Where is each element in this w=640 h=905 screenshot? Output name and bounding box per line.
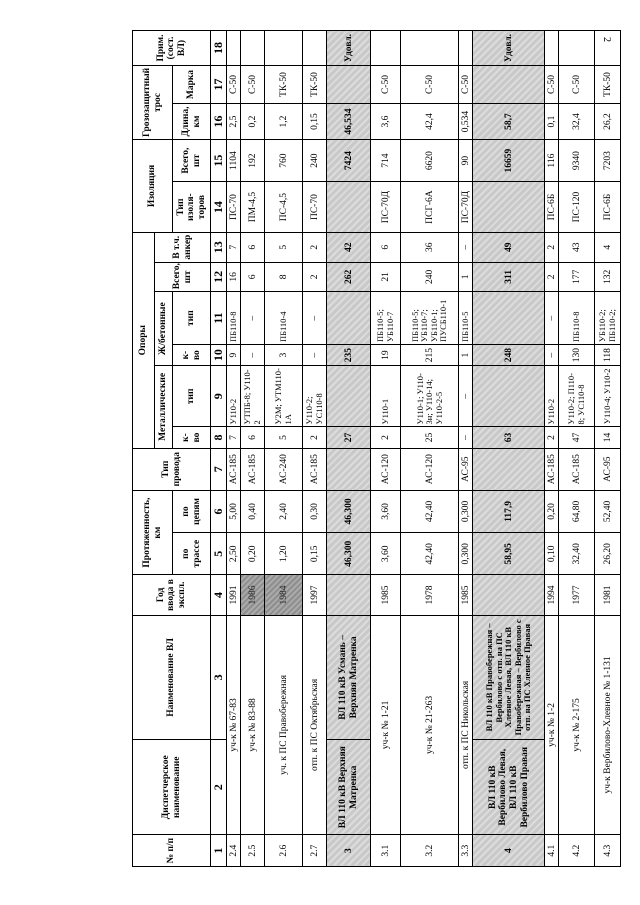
- cell-wire: АС-185: [559, 448, 595, 490]
- cell-route: 42,40: [401, 533, 459, 575]
- cell-gw-length: 0,2: [241, 104, 265, 140]
- cell-metal-qty: 14: [595, 427, 621, 448]
- cell-metal-type: –: [459, 366, 473, 427]
- header-length-route: по трассе: [173, 533, 211, 575]
- cell-total: 177: [559, 262, 595, 292]
- cell-rc-type: [473, 292, 545, 345]
- cell-note: [371, 31, 401, 66]
- cell-ins-total: 714: [371, 139, 401, 181]
- col-number: 8: [211, 427, 227, 448]
- table-row: [265, 31, 303, 867]
- cell-wire: АС-185: [545, 448, 559, 490]
- cell-gw-length: 2,5: [227, 104, 241, 140]
- cell-year: 1986: [241, 575, 265, 615]
- cell-ins-total: 760: [265, 139, 303, 181]
- table-row: [371, 31, 401, 867]
- header-metal-type: тип: [173, 366, 211, 427]
- cell-gw-length: 0,15: [303, 104, 327, 140]
- header-ins-total: Всего, шт: [173, 139, 211, 181]
- cell-rc-type: ПБ110-5: [459, 292, 473, 345]
- cell-disp-name: отп. к ПС Никольская: [459, 615, 473, 835]
- cell-circuits: 42,40: [401, 490, 459, 532]
- header-length: Протяженность, км: [133, 490, 173, 575]
- cell-gw-brand: С-50: [241, 66, 265, 104]
- cell-note: [459, 31, 473, 66]
- cell-metal-type: У2М; УТМ110-1А: [265, 366, 303, 427]
- header-num: № п/п: [133, 835, 211, 867]
- power-lines-table: [132, 30, 621, 867]
- cell-metal-type: У110-2: [227, 366, 241, 427]
- cell-rc-type: УБ110-2; ПБ110-2;: [595, 292, 621, 345]
- cell-anchor: 6: [241, 232, 265, 262]
- cell-ins-type: [473, 182, 545, 233]
- table-row: [559, 31, 595, 867]
- cell-note: [595, 31, 621, 66]
- cell-wire: АС-120: [401, 448, 459, 490]
- cell-total: 16: [227, 262, 241, 292]
- cell-ins-type: ПМ-4,5: [241, 182, 265, 233]
- cell-vl-name: ВЛ 110 кВ Правобережная – Вербилово с отп. на ПС Хлевное Левая, ВЛ 110 кВ Правобережная – Вербилово с отп. на ПС Хлевное Правая: [473, 615, 545, 740]
- cell-wire: АС-95: [595, 448, 621, 490]
- cell-rc-type: [327, 292, 371, 345]
- cell-anchor: 49: [473, 232, 545, 262]
- cell-year: 1991: [227, 575, 241, 615]
- cell-note: [545, 31, 559, 66]
- cell-anchor: 5: [265, 232, 303, 262]
- cell-num: 2.4: [227, 835, 241, 867]
- cell-disp-name: отп. к ПС Октябрьская: [303, 615, 327, 835]
- cell-num: 2.7: [303, 835, 327, 867]
- col-number: 4: [211, 575, 227, 615]
- cell-ins-total: 7424: [327, 139, 371, 181]
- cell-ins-total: 9340: [559, 139, 595, 181]
- cell-disp-name: уч. к ПС Правобережная: [265, 615, 303, 835]
- cell-route: 0,15: [303, 533, 327, 575]
- cell-note: Удовл.: [473, 31, 545, 66]
- cell-year: 1994: [545, 575, 559, 615]
- header-incl-anchor: В т.ч. анкер: [155, 232, 211, 262]
- header-metal: Металлические: [155, 366, 173, 448]
- cell-wire: АС-95: [459, 448, 473, 490]
- header-rc: Ж/бетонные: [155, 292, 173, 366]
- cell-ins-type: ПСГ-6А: [401, 182, 459, 233]
- cell-note: [241, 31, 265, 66]
- cell-rc-type: –: [545, 292, 559, 345]
- header-year: Год ввода в экспл.: [133, 575, 211, 615]
- cell-year: 1985: [371, 575, 401, 615]
- cell-circuits: 5,00: [227, 490, 241, 532]
- cell-num: 2.6: [265, 835, 303, 867]
- cell-gw-brand: С-50: [459, 66, 473, 104]
- col-number: 3: [211, 615, 227, 740]
- cell-gw-length: 3,6: [371, 104, 401, 140]
- col-number: 1: [211, 835, 227, 867]
- table-row: [473, 31, 545, 867]
- cell-rc-type: –: [241, 292, 265, 345]
- cell-ins-total: 7203: [595, 139, 621, 181]
- cell-num: 4.3: [595, 835, 621, 867]
- col-number: 10: [211, 345, 227, 366]
- cell-metal-qty: 5: [265, 427, 303, 448]
- col-number: 17: [211, 66, 227, 104]
- cell-ins-total: 240: [303, 139, 327, 181]
- header-rc-type: тип: [173, 292, 211, 345]
- cell-metal-qty: 6: [241, 427, 265, 448]
- cell-metal-qty: 25: [401, 427, 459, 448]
- header-vl-name: Наименование ВЛ: [133, 615, 211, 740]
- cell-rc-type: ПБ110-4: [265, 292, 303, 345]
- cell-year: 1981: [595, 575, 621, 615]
- col-number: 16: [211, 104, 227, 140]
- cell-year: [327, 575, 371, 615]
- cell-anchor: 6: [371, 232, 401, 262]
- cell-num: 2.5: [241, 835, 265, 867]
- header-ins-type: Тип изоля-торов: [173, 182, 211, 233]
- cell-ins-total: 16659: [473, 139, 545, 181]
- table-row: [459, 31, 473, 867]
- cell-wire: [473, 448, 545, 490]
- table-row: [241, 31, 265, 867]
- cell-ins-type: ПС-70: [227, 182, 241, 233]
- col-number: 2: [211, 740, 227, 835]
- col-number: 15: [211, 139, 227, 181]
- cell-disp-name: уч-к № 1-2: [545, 615, 559, 835]
- cell-rc-qty: 130: [559, 345, 595, 366]
- cell-ins-type: [327, 182, 371, 233]
- table-row: [327, 31, 371, 867]
- cell-wire: АС-185: [227, 448, 241, 490]
- header-gw-brand: Марка: [173, 66, 211, 104]
- cell-gw-length: 0,534: [459, 104, 473, 140]
- cell-anchor: 7: [227, 232, 241, 262]
- cell-rc-qty: –: [303, 345, 327, 366]
- cell-year: 1997: [303, 575, 327, 615]
- cell-ins-type: ПС-70: [303, 182, 327, 233]
- cell-circuits: 0,30: [303, 490, 327, 532]
- cell-ins-type: ПС-6Б: [545, 182, 559, 233]
- cell-route: 3,60: [371, 533, 401, 575]
- cell-metal-type: УТПБ-8; У110-2: [241, 366, 265, 427]
- cell-circuits: 117,9: [473, 490, 545, 532]
- cell-route: 0,300: [459, 533, 473, 575]
- cell-gw-length: 32,4: [559, 104, 595, 140]
- header-notes: Прим. (сост. ВЛ): [133, 31, 211, 66]
- table-row: [545, 31, 559, 867]
- cell-gw-brand: С-50: [545, 66, 559, 104]
- cell-anchor: –: [459, 232, 473, 262]
- cell-gw-length: 46,534: [327, 104, 371, 140]
- cell-gw-brand: С-50: [559, 66, 595, 104]
- cell-total: 132: [595, 262, 621, 292]
- cell-anchor: 2: [303, 232, 327, 262]
- cell-metal-type: У110-1; У110-3н; У110-14; У110-2-5: [401, 366, 459, 427]
- cell-metal-qty: –: [459, 427, 473, 448]
- header-rc-qty: к-во: [173, 345, 211, 366]
- cell-total: 311: [473, 262, 545, 292]
- cell-note: [303, 31, 327, 66]
- cell-vl-name: ВЛ 110 кВ Усмань – Верхняя Матренка: [327, 615, 371, 740]
- cell-metal-qty: 2: [371, 427, 401, 448]
- col-number: 9: [211, 366, 227, 427]
- cell-metal-qty: 63: [473, 427, 545, 448]
- cell-num: 4.1: [545, 835, 559, 867]
- cell-rc-type: –: [303, 292, 327, 345]
- cell-circuits: 64,80: [559, 490, 595, 532]
- header-supports: Опоры: [133, 232, 155, 448]
- cell-disp-name: уч-к № 67-83: [227, 615, 241, 835]
- cell-metal-type: У110-2; УС110-8: [303, 366, 327, 427]
- header-length-circuits: по цепям: [173, 490, 211, 532]
- cell-disp-name: уч-к № 2-175: [559, 615, 595, 835]
- cell-ins-type: ПС-4,5: [265, 182, 303, 233]
- cell-circuits: 0,20: [545, 490, 559, 532]
- table-row: [303, 31, 327, 867]
- cell-circuits: 52,40: [595, 490, 621, 532]
- cell-year: 1985: [459, 575, 473, 615]
- cell-note: [265, 31, 303, 66]
- cell-ins-type: ПС-6Б: [595, 182, 621, 233]
- cell-note: [401, 31, 459, 66]
- cell-metal-type: [473, 366, 545, 427]
- cell-disp-name: уч-к № 21-263: [401, 615, 459, 835]
- cell-route: 32,40: [559, 533, 595, 575]
- cell-rc-qty: 235: [327, 345, 371, 366]
- cell-circuits: 46,300: [327, 490, 371, 532]
- cell-num: 4.2: [559, 835, 595, 867]
- cell-disp-name: ВЛ 110 кВ Вербилово Левая, ВЛ 110 кВ Вербилово Правая: [473, 740, 545, 835]
- cell-note: [559, 31, 595, 66]
- cell-ins-type: ПС-120: [559, 182, 595, 233]
- header-insulation: Изоляция: [133, 139, 173, 232]
- header-total-pcs: Всего, шт: [155, 262, 211, 292]
- cell-rc-type: ПБ110-8: [227, 292, 241, 345]
- cell-metal-type: У110-1: [371, 366, 401, 427]
- col-number: 13: [211, 232, 227, 262]
- cell-total: 2: [303, 262, 327, 292]
- cell-ins-total: 6620: [401, 139, 459, 181]
- cell-rc-qty: 215: [401, 345, 459, 366]
- header-gw-length: Длина, км: [173, 104, 211, 140]
- cell-year: 1977: [559, 575, 595, 615]
- cell-rc-qty: 19: [371, 345, 401, 366]
- cell-gw-length: 1,2: [265, 104, 303, 140]
- cell-metal-type: У110-2; П110-8; УС110-8: [559, 366, 595, 427]
- cell-gw-length: 26,2: [595, 104, 621, 140]
- cell-ins-total: 116: [545, 139, 559, 181]
- col-number: 7: [211, 448, 227, 490]
- cell-num: 4: [473, 835, 545, 867]
- cell-wire: [327, 448, 371, 490]
- cell-route: 1,20: [265, 533, 303, 575]
- col-number: 12: [211, 262, 227, 292]
- cell-ins-type: ПС-70Д: [371, 182, 401, 233]
- cell-total: 1: [459, 262, 473, 292]
- cell-anchor: 2: [545, 232, 559, 262]
- cell-ins-total: 1104: [227, 139, 241, 181]
- col-number: 6: [211, 490, 227, 532]
- cell-circuits: 3,60: [371, 490, 401, 532]
- cell-gw-brand: ТК-50: [595, 66, 621, 104]
- cell-wire: АС-120: [371, 448, 401, 490]
- cell-route: 46,300: [327, 533, 371, 575]
- cell-metal-qty: 2: [545, 427, 559, 448]
- header-wire-type: Тип провода: [133, 448, 211, 490]
- cell-ins-total: 192: [241, 139, 265, 181]
- cell-gw-brand: С-50: [227, 66, 241, 104]
- cell-year: 1984: [265, 575, 303, 615]
- cell-note: [227, 31, 241, 66]
- cell-route: 26,20: [595, 533, 621, 575]
- table-row: [595, 31, 621, 867]
- cell-gw-brand: [327, 66, 371, 104]
- cell-num: 3.3: [459, 835, 473, 867]
- col-number: 14: [211, 182, 227, 233]
- cell-circuits: 0,300: [459, 490, 473, 532]
- cell-note: Удовл.: [327, 31, 371, 66]
- cell-disp-name: уч-к № 83-88: [241, 615, 265, 835]
- cell-year: [473, 575, 545, 615]
- cell-anchor: 4: [595, 232, 621, 262]
- table-row: [227, 31, 241, 867]
- cell-rc-qty: –: [545, 345, 559, 366]
- cell-disp-name: уч-к № 1-21: [371, 615, 401, 835]
- table-rotation-wrapper: [132, 30, 617, 867]
- cell-rc-qty: 9: [227, 345, 241, 366]
- cell-circuits: 2,40: [265, 490, 303, 532]
- col-number: 5: [211, 533, 227, 575]
- cell-route: 2,50: [227, 533, 241, 575]
- cell-anchor: 43: [559, 232, 595, 262]
- cell-rc-type: ПБ110-8: [559, 292, 595, 345]
- cell-rc-qty: 248: [473, 345, 545, 366]
- cell-rc-type: ПБ110-5; УБ110-7; УБ110-1; ПУСБ110-1: [401, 292, 459, 345]
- cell-rc-qty: –: [241, 345, 265, 366]
- table-row: [401, 31, 459, 867]
- cell-gw-length: 42,4: [401, 104, 459, 140]
- header-metal-qty: к-во: [173, 427, 211, 448]
- cell-rc-qty: 3: [265, 345, 303, 366]
- cell-gw-length: 58,7: [473, 104, 545, 140]
- cell-metal-qty: 7: [227, 427, 241, 448]
- cell-disp-name: ВЛ 110 кВ Верхняя Матренка: [327, 740, 371, 835]
- cell-circuits: 0,40: [241, 490, 265, 532]
- cell-total: 240: [401, 262, 459, 292]
- cell-gw-brand: [473, 66, 545, 104]
- cell-metal-type: У110-2: [545, 366, 559, 427]
- header-disp-name: Диспетчерское наименование: [133, 740, 211, 835]
- cell-total: 8: [265, 262, 303, 292]
- cell-num: 3.2: [401, 835, 459, 867]
- cell-rc-type: ПБ110-5; УБ110-7: [371, 292, 401, 345]
- cell-wire: АС-185: [303, 448, 327, 490]
- cell-total: 21: [371, 262, 401, 292]
- cell-rc-qty: 118: [595, 345, 621, 366]
- header-ground-wire: Грозозащитный трос: [133, 66, 173, 140]
- cell-total: 2: [545, 262, 559, 292]
- cell-gw-length: 0,1: [545, 104, 559, 140]
- rotated-table-area: [132, 30, 617, 867]
- cell-anchor: 36: [401, 232, 459, 262]
- cell-anchor: 42: [327, 232, 371, 262]
- cell-metal-qty: 27: [327, 427, 371, 448]
- cell-ins-type: ПС-70Д: [459, 182, 473, 233]
- cell-gw-brand: ТК-50: [303, 66, 327, 104]
- cell-metal-qty: 47: [559, 427, 595, 448]
- cell-metal-qty: 2: [303, 427, 327, 448]
- cell-total: 262: [327, 262, 371, 292]
- cell-metal-type: У110-4; У110-2: [595, 366, 621, 427]
- cell-wire: АС-240: [265, 448, 303, 490]
- cell-rc-qty: 1: [459, 345, 473, 366]
- cell-ins-total: 90: [459, 139, 473, 181]
- cell-metal-type: [327, 366, 371, 427]
- cell-year: 1978: [401, 575, 459, 615]
- cell-num: 3.1: [371, 835, 401, 867]
- cell-route: 58,95: [473, 533, 545, 575]
- cell-total: 6: [241, 262, 265, 292]
- cell-disp-name: уч-к Вербилово-Хлевное № 1-131: [595, 615, 621, 835]
- cell-route: 0,10: [545, 533, 559, 575]
- cell-wire: АС-185: [241, 448, 265, 490]
- cell-gw-brand: С-50: [371, 66, 401, 104]
- col-number: 11: [211, 292, 227, 345]
- cell-gw-brand: С-50: [401, 66, 459, 104]
- cell-num: 3: [327, 835, 371, 867]
- page-number: 2: [601, 37, 612, 42]
- cell-gw-brand: ТК-50: [265, 66, 303, 104]
- col-number: 18: [211, 31, 227, 66]
- cell-route: 0,20: [241, 533, 265, 575]
